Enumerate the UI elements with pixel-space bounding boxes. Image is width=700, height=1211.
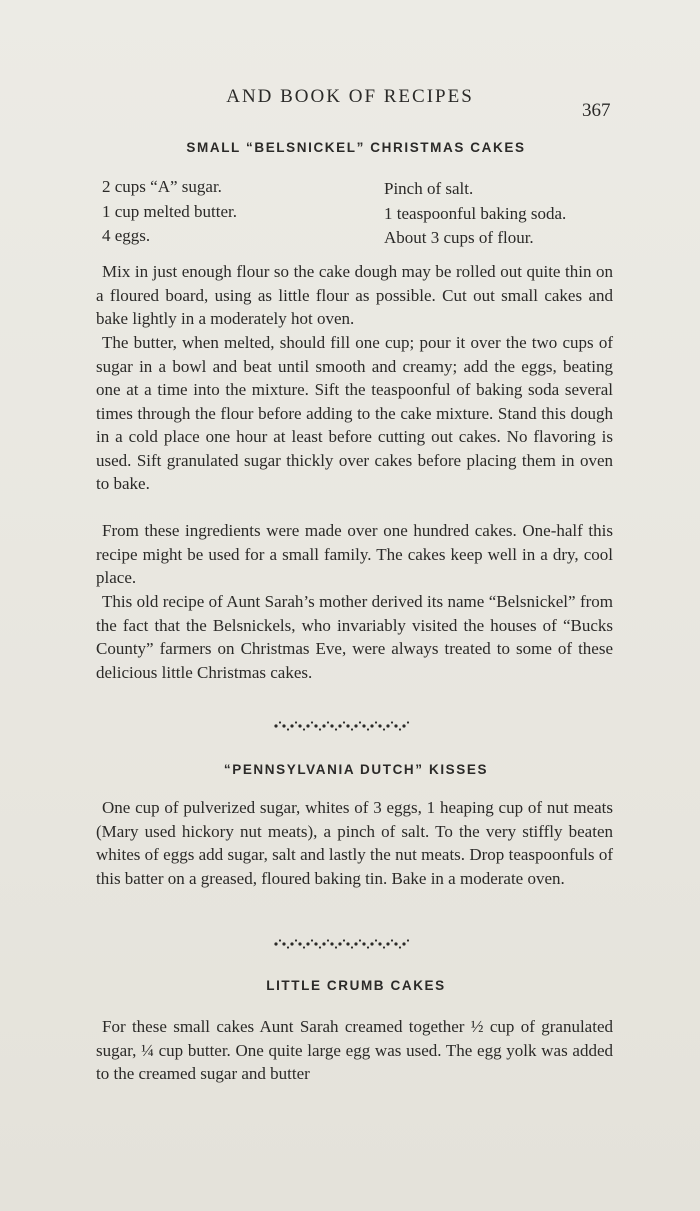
ingredient-item: 1 cup melted butter. xyxy=(102,201,238,221)
page-number: 367 xyxy=(582,100,611,121)
ingredients-left xyxy=(102,175,237,249)
ingredients-right xyxy=(384,177,566,251)
paragraph: From these ingredients were made over one hundred cakes. One-half this recipe might be used for a small family. The cakes keep well in a dry, cool place. xyxy=(96,521,613,587)
ingredient-item: 2 cups “A” sugar. xyxy=(102,177,222,196)
paragraph: The butter, when melted, should fill one cup; pour it over the two cups of sugar in a bowl and beat until smooth and creamy; add the eggs, beating one at a time into the mixture. Sift the teaspoonful of baking soda several times through the flour before adding to the cake mixture. Stand this dough in a cold place one hour at least before cutting out cakes. No flavoring is used. Sift granulated sugar thickly over cakes before placing them in oven to bake. xyxy=(96,333,613,493)
paragraph: One cup of pulverized sugar, whites of 3 eggs, 1 heaping cup of nut meats (Mary used hickory nut meats), a pinch of salt. To the very stiffly beaten whites of eggs add sugar, salt and lastly the nut meats. Drop teaspoonfuls of this batter on a greased, floured baking tin. Bake in a moderate oven. xyxy=(96,798,613,888)
ingredient-item: 1 teaspoonful baking soda. xyxy=(384,203,567,223)
ingredient-item: Pinch of salt. xyxy=(384,179,474,198)
paragraph: Mix in just enough flour so the cake dough may be rolled out quite thin on a floured board, using as little flour as possible. Cut out small cakes and bake lightly in a moderately hot oven. xyxy=(96,262,613,328)
recipe-title-kisses: “PENNSYLVANIA DUTCH” KISSES xyxy=(223,762,489,777)
ornament-divider xyxy=(272,720,412,732)
ingredient-item: 4 eggs. xyxy=(102,226,151,245)
paragraph: For these small cakes Aunt Sarah creamed together ½ cup of granulated sugar, ¼ cup butter. One quite large egg was used. The egg yolk was added to the creamed sugar and butter xyxy=(96,1017,613,1083)
recipe-title-crumb-cakes: LITTLE CRUMB CAKES xyxy=(266,978,446,993)
ornament-divider xyxy=(272,938,412,950)
running-head: AND BOOK OF RECIPES xyxy=(226,86,474,107)
ingredient-item: About 3 cups of flour. xyxy=(384,228,534,247)
paragraph: This old recipe of Aunt Sarah’s mother derived its name “Belsnickel” from the fact that the Belsnickels, who invariably visited the houses of “Bucks County” farmers on Christmas Eve, were always treated to some of these delicious little Christmas cakes. xyxy=(96,592,613,682)
recipe-title-belsnickel: SMALL “BELSNICKEL” CHRISTMAS CAKES xyxy=(186,140,526,155)
